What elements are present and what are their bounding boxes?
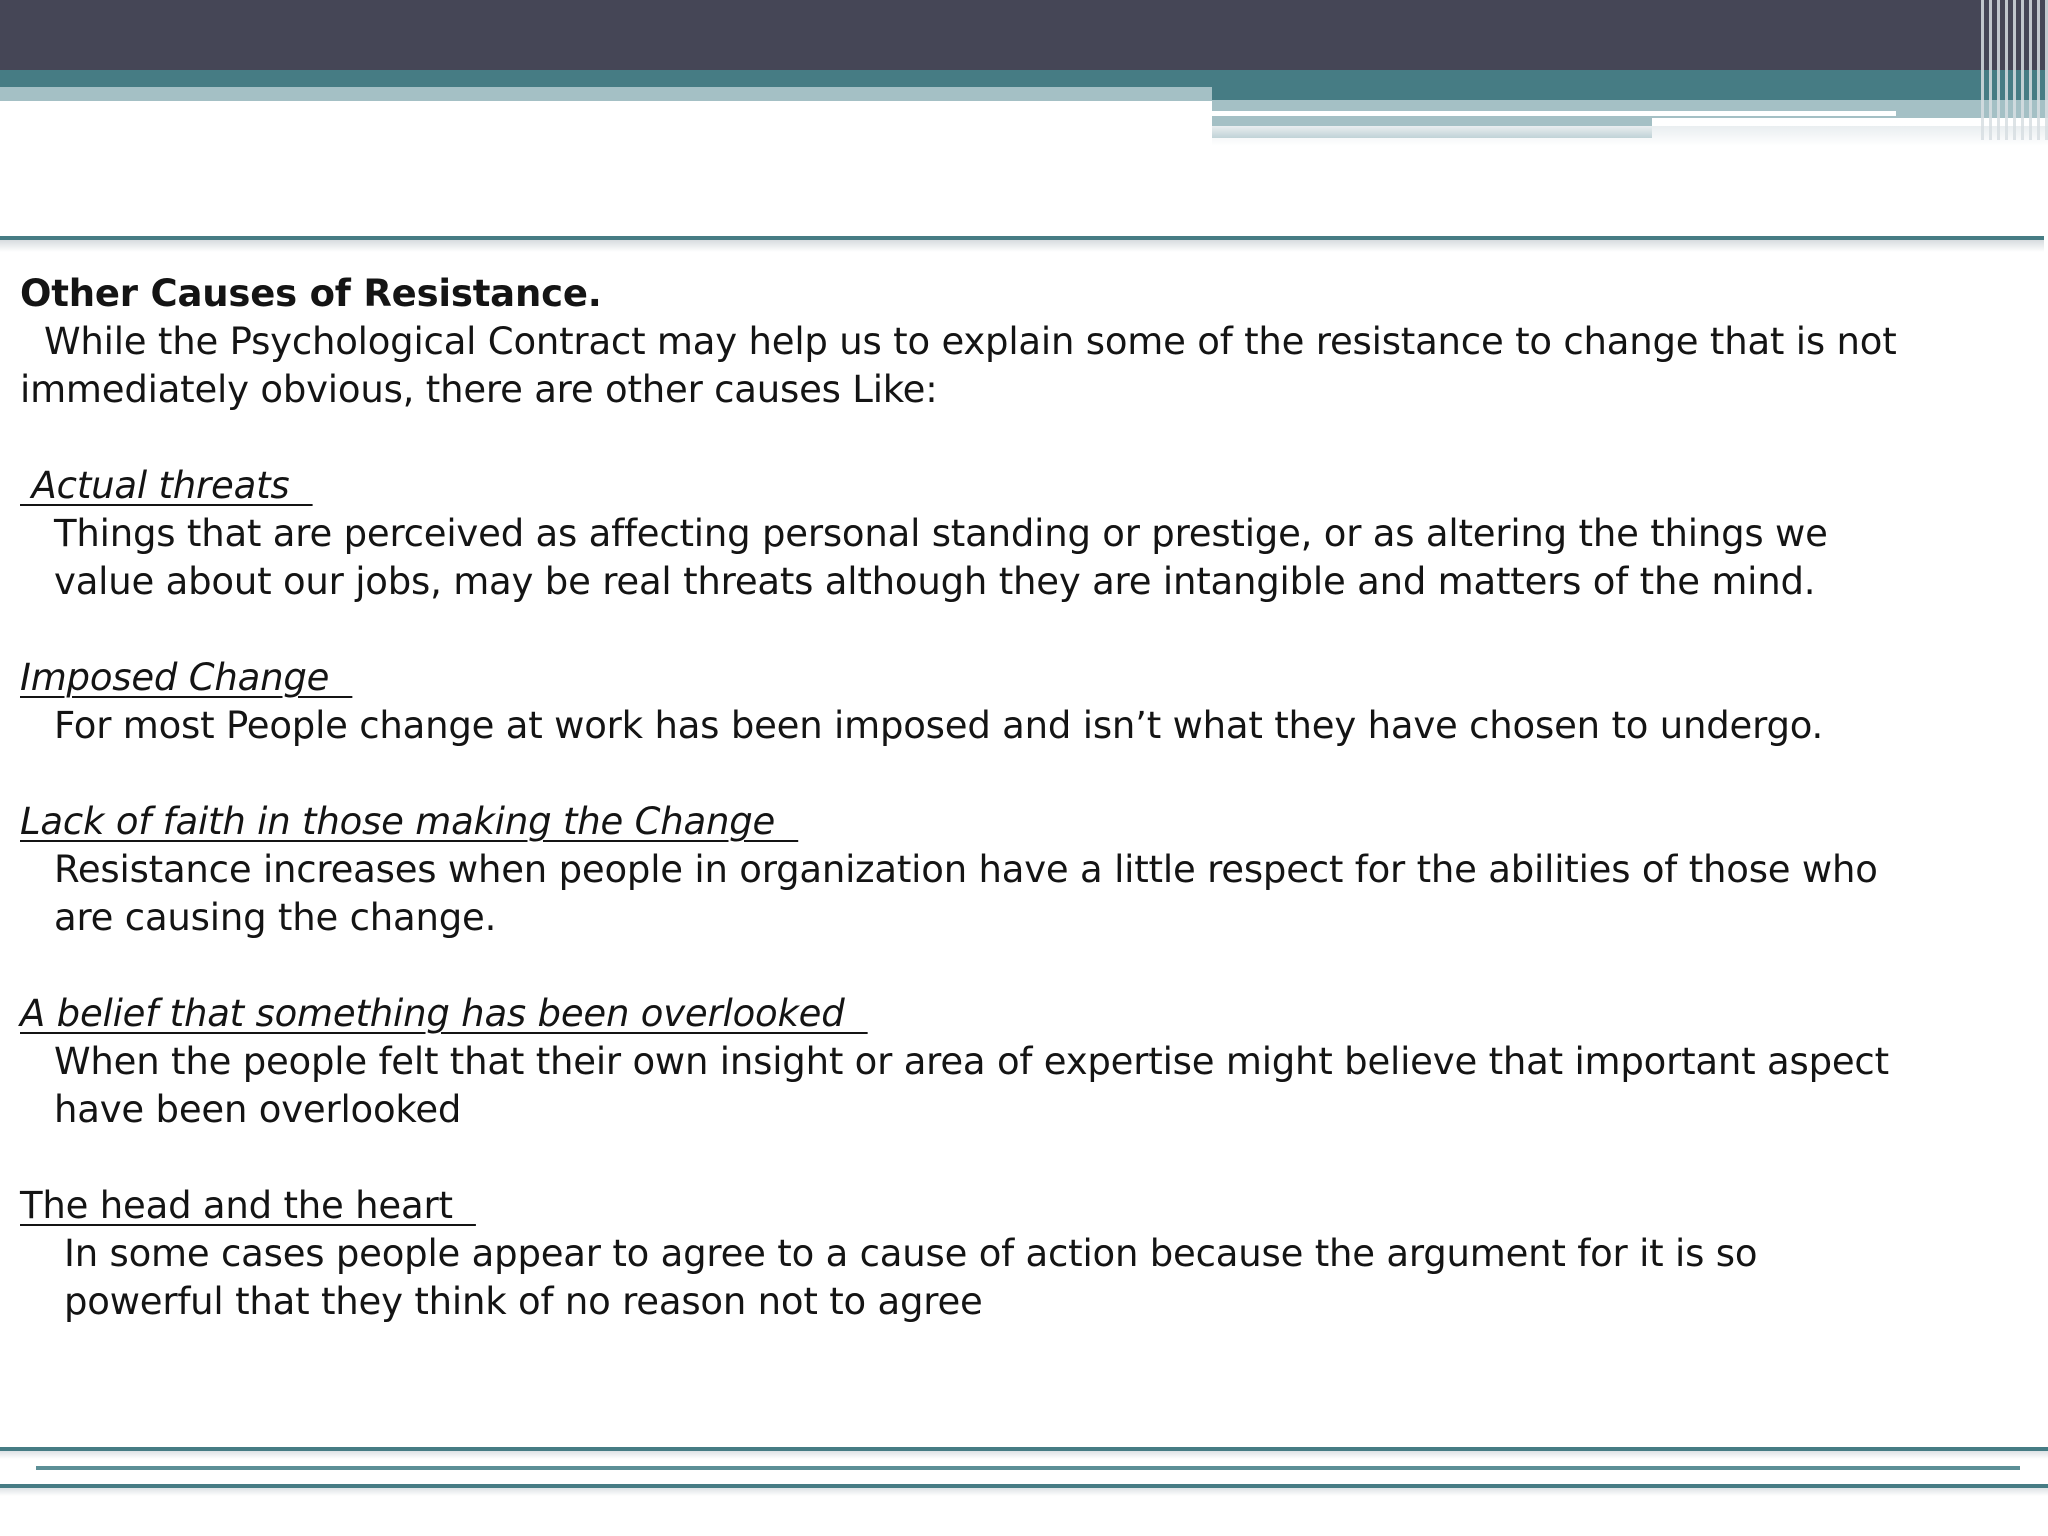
header-dark-bar (0, 0, 2048, 70)
cause-heading (20, 462, 2010, 510)
cause-heading (20, 1182, 2010, 1230)
slide-title: Other Causes of Resistance. (20, 272, 602, 315)
cause-description (20, 1038, 2010, 1134)
cause-line: When the people felt that their own insight or area of expertise might believe that important aspect (54, 1040, 1889, 1083)
slide-body (20, 270, 2010, 1326)
cause-description (20, 846, 2010, 942)
title-divider-shadow (0, 240, 2044, 252)
spacer (20, 750, 2010, 798)
cause-heading (20, 654, 2010, 702)
cause-heading-text: Lack of faith in those making the Change (20, 800, 799, 843)
spacer (20, 414, 2010, 462)
header-teal-band-right (1212, 70, 2048, 100)
cause-description (20, 702, 2010, 750)
spacer (20, 606, 2010, 654)
cause-heading (20, 798, 2010, 846)
cause-heading-text: The head and the heart (20, 1184, 476, 1227)
header-fade (1212, 126, 2048, 146)
cause-line: powerful that they think of no reason not to agree (64, 1280, 983, 1323)
cause-heading-text: A belief that something has been overlooked (20, 992, 868, 1035)
cause-line: Resistance increases when people in organization have a little respect for the abilities of those who (54, 848, 1878, 891)
cause-heading (20, 990, 2010, 1038)
cause-line: are causing the change. (54, 896, 497, 939)
cause-description (20, 1230, 2010, 1326)
header-white-line (1212, 111, 1896, 116)
cause-line: In some cases people appear to agree to a cause of action because the argument for it is so (64, 1232, 1758, 1275)
spacer (20, 942, 2010, 990)
footer-line-bottom-shadow (0, 1488, 2048, 1496)
cause-line: Things that are perceived as affecting personal standing or prestige, or as altering the things we (54, 512, 1828, 555)
cause-line: For most People change at work has been imposed and isn’t what they have chosen to undergo. (54, 704, 1824, 747)
cause-heading-text: Actual threats (20, 464, 313, 507)
header-corner-stripes (1976, 0, 2048, 140)
footer-line-middle (36, 1466, 2020, 1470)
cause-line: value about our jobs, may be real threats although they are intangible and matters of the mind. (54, 560, 1816, 603)
intro-line-2: immediately obvious, there are other causes Like: (20, 368, 938, 411)
header-teal-band-left (0, 70, 1212, 87)
cause-line: have been overlooked (54, 1088, 462, 1131)
intro-line-1: While the Psychological Contract may help us to explain some of the resistance to change that is not (44, 320, 1897, 363)
spacer (20, 1134, 2010, 1182)
header-light-band-left (0, 87, 1212, 101)
cause-description (20, 510, 2010, 606)
footer-line-top-shadow (0, 1451, 2048, 1459)
cause-heading-text: Imposed Change (20, 656, 353, 699)
